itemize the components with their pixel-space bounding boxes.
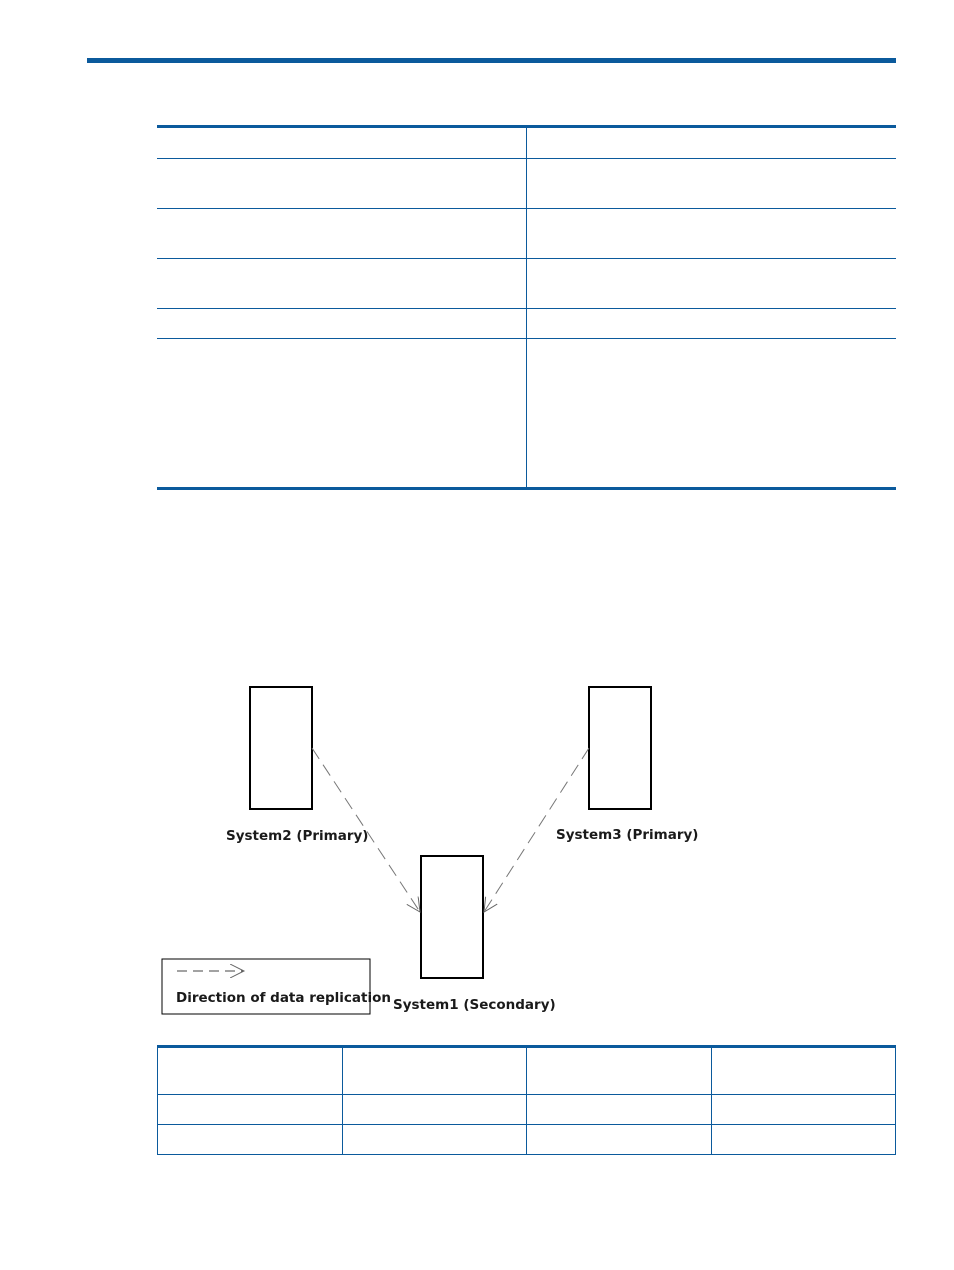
table-cell	[711, 1047, 896, 1095]
table-cell	[158, 1125, 343, 1155]
table-row	[158, 1095, 896, 1125]
systems-table	[157, 1045, 896, 1155]
table-cell	[527, 1047, 712, 1095]
system3-box	[589, 687, 651, 809]
system2-box	[250, 687, 312, 809]
system1-box	[421, 856, 483, 978]
table-cell	[527, 1125, 712, 1155]
system2-label: System2 (Primary)	[226, 828, 369, 844]
legend	[162, 959, 391, 1014]
table-header-row	[158, 1047, 896, 1095]
table-cell	[342, 1047, 527, 1095]
table-cell	[342, 1095, 527, 1125]
table-cell	[711, 1095, 896, 1125]
table-cell	[158, 1047, 343, 1095]
table-cell	[158, 1095, 343, 1125]
table-cell	[711, 1125, 896, 1155]
system1-label: System1 (Secondary)	[393, 997, 556, 1013]
table-cell	[527, 1095, 712, 1125]
system3-label: System3 (Primary)	[556, 827, 699, 843]
table-cell	[342, 1125, 527, 1155]
legend-label: Direction of data replication	[176, 990, 392, 1006]
table-row	[158, 1125, 896, 1155]
